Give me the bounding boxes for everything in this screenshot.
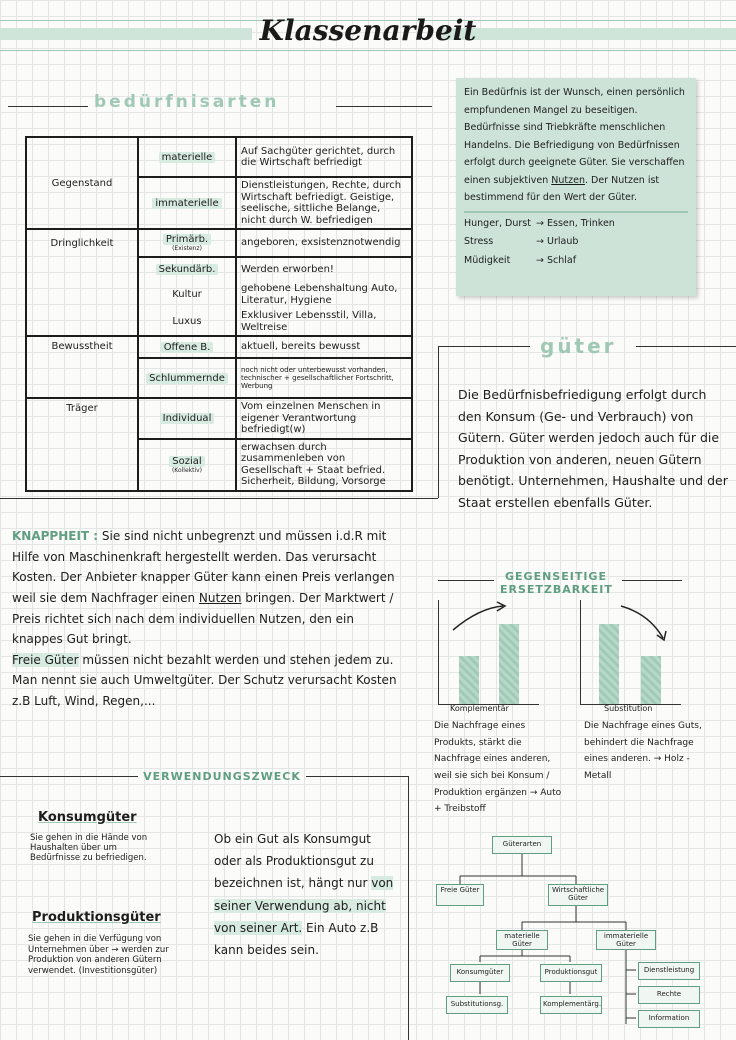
needs-list [464,211,688,271]
divider [336,106,432,107]
tree-substitutionsg: Substitutionsg. [446,996,508,1014]
komplementaer-text: Die Nachfrage eines Produkts, stärkt die Nachfrage eines anderen, weil sie sich bei Konsum / Produktion ergänzen → Auto + Treibstoff [434,721,562,815]
trend-up-icon [439,600,539,704]
luxus-desc: Exklusiver Lebensstil, Villa, Weltreise [236,308,412,336]
need-right: Schlaf [547,254,577,266]
knappheit-text [12,526,408,712]
verwendung-part-1: Ob ein Gut als Konsumgut oder als Produktionsgut zu bezeichnen ist, hängt nur [214,832,374,891]
divider [438,346,439,498]
divider [8,106,88,107]
definition-part-1: Ein Bedürfnis ist der Wunsch, einen persönlich empfundenen Mangel zu beseitigen. Bedürfnisse sind Triebkräfte menschlichen Handelns. Die Befriedigung von Bedürfnissen erfolgt durch geeignete Güter. Sie verschaffen einen subjektiven [464,87,685,186]
freie-gueter-text: müssen nicht bezahlt werden und stehen jedem zu. Man nennt sie auch Umweltgüter. Der Schutz verursacht Kosten z.B Luft, Wind, Regen,... [12,652,397,708]
section-heading-verwendungszweck: VERWENDUNGSZWECK [143,770,301,783]
beduerfnis-table [25,136,413,492]
definition-note [456,78,696,296]
tree-produktionsgut: Produktionsgut [540,964,602,982]
tree-gueterarten: Güterarten [492,836,552,854]
arrow-icon: → [536,236,544,248]
primaer-small: (Existenz) [172,245,202,252]
cat-gegenstand: Gegenstand [26,137,138,229]
section-heading-gegenseitige [500,570,612,596]
tree-wirtschaftliche: Wirtschaftliche Güter [548,884,608,906]
chart-bar [499,624,519,704]
freie-gueter-label: Freie Güter [12,652,79,667]
knappheit-part-2: bringen. Der Marktwert / Preis richtet sich nach dem individuellen Nutzen, den ein knappes Gut bringt. [12,590,394,647]
konsumgueter-text: Sie gehen in die Hände von Haushalten über um Bedürfnisse zu befriedigen. [30,833,148,863]
immaterielle-desc: Dienstleistungen, Rechte, durch Wirtschaft befriedigt. Geistige, seelische, sittliche Belange, nicht durch W. befriedigen [236,177,412,229]
arrow-icon: → [536,217,544,229]
chart-bar [641,656,661,704]
sekundaer-label: Sekundärb. [156,264,219,275]
section-heading-beduerfnisarten: bedürfnisarten [94,92,280,112]
tree-dienstleistung: Dienstleistung [638,962,700,980]
primaer-desc: angeboren, exsistenznotwendig [236,229,412,257]
arrow-icon: → [536,254,544,266]
divider [408,776,409,1040]
heading-line-2: ERSETZBARKEIT [500,583,613,596]
substitution-text: Die Nachfrage eines Guts, behindert die Nachfrage eines anderen. → Holz - Metall [584,721,702,781]
divider [0,498,438,499]
sekundaer-desc: Werden erworben! [236,257,412,281]
offene-desc: aktuell, bereits bewusst [236,336,412,358]
divider [438,580,494,581]
komplementaer-label: Komplementär [450,704,509,713]
sozial-small: (Kollektiv) [171,466,203,474]
need-left: Müdigkeit [464,254,511,266]
luxus-label: Luxus [138,308,236,336]
substitution-label: Substitution [604,704,653,713]
divider [636,346,736,347]
individual-desc: Vom einzelnen Menschen in eigener Verantwortung befriedigt(w) [236,398,412,439]
schlummernde-label: Schlummernde [146,373,228,384]
tree-konsumgueter: Konsumgüter [450,964,510,982]
trend-down-icon [581,600,681,704]
sozial-label: Sozial [169,456,204,467]
produktionsgueter-title: Produktionsgüter [32,910,161,925]
divider [622,580,682,581]
cat-dringlichkeit: Dringlichkeit [26,229,138,336]
kultur-desc: gehobene Lebenshaltung Auto, Literatur, Hygiene [236,281,412,308]
nutzen-word: Nutzen [551,174,585,186]
need-right: Urlaub [547,236,579,248]
komplementaer-chart [438,600,539,705]
verwendung-mark: von seiner Verwendung ab, nicht von seiner Art. [214,876,394,935]
cat-bewusstheit: Bewusstheit [26,336,138,398]
tree-information: Information [638,1010,700,1028]
verwendung-text [214,828,398,961]
immaterielle-label: immaterielle [152,198,221,209]
sozial-desc: erwachsen durch zusammenleben von Gesellschaft + Staat befried. Sicherheit, Bildung, Vorsorge [236,439,412,491]
tree-freie: Freie Güter [436,884,484,906]
need-right: Essen, Trinken [547,217,615,229]
definition-text [464,84,688,207]
individual-label: Individual [160,413,215,424]
primaer-label: Primärb. [163,234,211,245]
knappheit-label: KNAPPHEIT : [12,529,99,543]
knappheit-nutzen: Nutzen [198,590,242,605]
chart-bar [459,656,479,704]
need-left: Stress [464,236,494,248]
verwendung-part-2: Ein Auto z.B kann beides sein. [214,920,379,957]
substitution-chart [580,600,681,705]
tree-rechte: Rechte [638,986,700,1004]
section-heading-gueter: güter [540,334,617,358]
konsumgueter-title: Konsumgüter [38,810,137,825]
materielle-label: materielle [159,152,216,163]
knappheit-part-1: Sie sind nicht unbegrenzt und müssen i.d.R mit Hilfe von Maschinenkraft hergestellt werden. Das verursacht Kosten. Der Anbieter knapper Güter kann einen Preis verlangen weil sie dem Nachfrager einen [12,529,395,605]
schlummernde-desc: noch nicht oder unterbewusst vorhanden, technischer + gesellschaftlicher Fortschritt, Werbung [236,358,412,398]
materielle-desc: Auf Sachgüter gerichtet, durch die Wirtschaft befriedigt [236,137,412,177]
divider [306,776,408,777]
tree-materielle: materielle Güter [496,930,548,950]
divider [0,776,138,777]
chart-bar [599,624,619,704]
kultur-label: Kultur [138,281,236,308]
cat-traeger: Träger [26,398,138,491]
divider [438,346,530,347]
gueter-text: Die Bedürfnisbefriedigung erfolgt durch den Konsum (Ge- und Verbrauch) von Gütern. Güter werden jedoch auch für die Produktion von anderen, neuen Gütern benötigt. Unternehmen, Haushalte und der Staat erstellen ebenfalls Güter. [458,387,728,510]
needs-row [464,252,688,271]
needs-row [464,215,688,234]
heading-line-1: GEGENSEITIGE [505,570,607,583]
tree-immaterielle: immaterielle Güter [596,930,656,950]
needs-row [464,233,688,252]
need-left: Hunger, Durst [464,217,531,229]
page-title: Klassenarbeit [259,14,477,47]
header-line-bottom [0,50,736,51]
tree-komplementaerg: Komplementärg. [540,996,602,1014]
produktionsgueter-text: Sie gehen in die Verfügung von Unternehmen über → werden zur Produktion von anderen Gütern verwendet. (Investitionsgüter) [28,934,169,976]
offene-label: Offene B. [161,342,214,353]
definition-part-2: . Der Nutzen ist bestimmend für den Wert der Güter. [464,174,660,204]
